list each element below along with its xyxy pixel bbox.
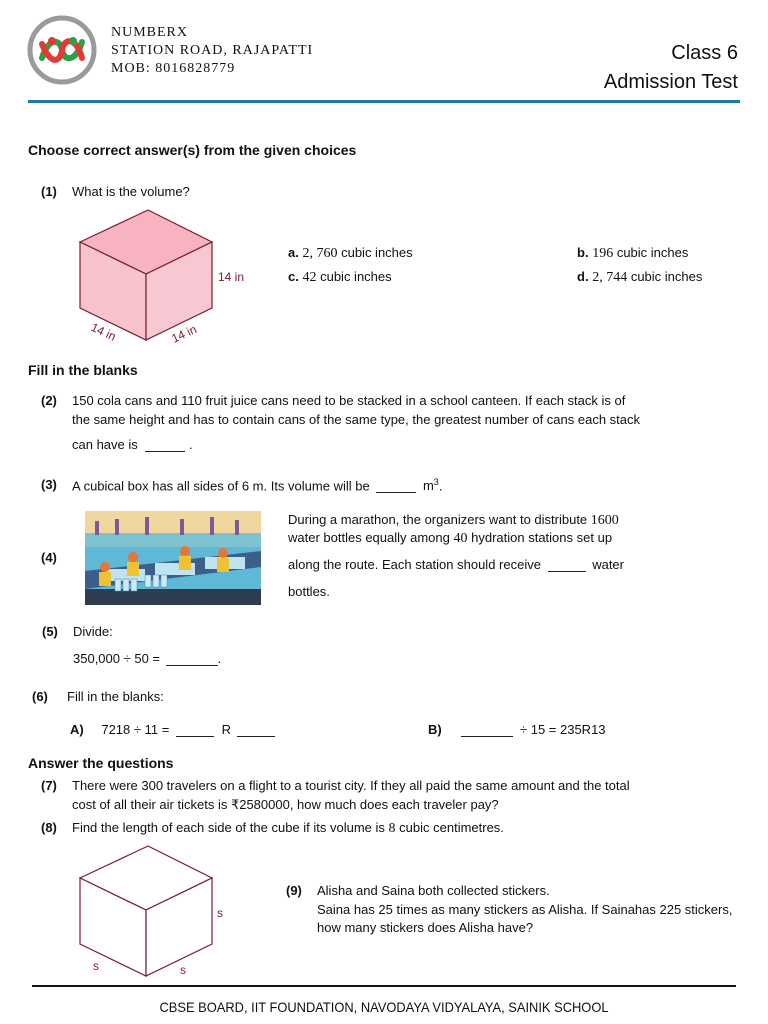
question-number: (1) [41, 184, 57, 199]
division-expression: 350,000 ÷ 50 = [73, 651, 161, 666]
section-title-mcq: Choose correct answer(s) from the given choices [28, 142, 357, 158]
question-text-with-blank [73, 651, 221, 666]
cube-diagram-s [70, 842, 260, 984]
cube-edge-label-left: 14 in [88, 320, 119, 344]
header-divider [28, 100, 740, 103]
unit: m [422, 478, 434, 494]
question-label: Fill in the blanks: [67, 689, 164, 704]
question-number: (2) [41, 393, 57, 408]
option-unit: cubic inches [616, 245, 689, 260]
number-value: 8 [388, 821, 396, 836]
question-text-with-blank [72, 477, 442, 493]
remainder-blank[interactable] [237, 722, 275, 737]
cube-edge-label-front: s [180, 963, 186, 977]
part-label: A) [70, 722, 84, 737]
question-text: water [592, 557, 624, 572]
question-text [288, 530, 612, 547]
footer-text: CBSE BOARD, IIT FOUNDATION, NAVODAYA VIDYALAYA, SAINIK SCHOOL [159, 999, 609, 1015]
question-number: (7) [41, 778, 57, 793]
q6-part-b [428, 722, 606, 737]
unit-exponent: 3 [433, 477, 439, 487]
answer-blank[interactable] [376, 478, 416, 493]
cube-diagram-14in [70, 205, 260, 355]
option-value: 2, 760 [302, 246, 338, 261]
cube-edge-label-right: s [217, 906, 223, 920]
question-text: bottles. [288, 584, 330, 599]
number-value: 40 [453, 531, 468, 546]
question-number: (4) [41, 550, 57, 565]
option-value: 196 [592, 246, 614, 261]
question-text: Alisha and Saina both collected stickers. [317, 883, 550, 898]
footer-divider [32, 985, 736, 987]
option-letter: c. [288, 269, 299, 284]
cube-edge-label-left: s [93, 959, 99, 973]
question-text [288, 512, 619, 529]
class-label: Class 6 [671, 42, 738, 64]
question-text: Saina has 25 times as many stickers as Alisha. If Sainahas 225 stickers, [317, 902, 733, 917]
period: . [438, 478, 443, 494]
option-unit: cubic inches [320, 269, 392, 284]
question-text: cost of all their air tickets is ₹2580000, how much does each traveler pay? [72, 797, 499, 812]
question-text [72, 820, 504, 837]
answer-blank[interactable] [548, 557, 586, 572]
question-text: how many stickers does Alisha have? [317, 920, 534, 935]
option-a[interactable] [288, 245, 413, 262]
question-text: During a marathon, the organizers want to distribute [288, 512, 588, 527]
question-text: Find the length of each side of the cube if its volume is [72, 820, 385, 835]
option-c[interactable] [288, 269, 392, 286]
option-letter: d. [577, 269, 589, 284]
question-text: water bottles equally among [288, 530, 450, 545]
part-label: B) [428, 722, 442, 737]
section-title-fill-blanks: Fill in the blanks [28, 362, 138, 378]
question-text: can have is [72, 437, 138, 452]
question-text-with-blank [72, 437, 193, 452]
header [0, 0, 768, 106]
test-label: Admission Test [603, 71, 738, 93]
number-value: 1600 [590, 513, 619, 528]
period: . [217, 651, 222, 666]
org-name: NUMBERX [111, 25, 189, 40]
division-expression: 7218 ÷ 11 = [101, 722, 170, 737]
question-number: (5) [42, 624, 58, 639]
question-text: What is the volume? [72, 184, 190, 199]
option-letter: b. [577, 245, 589, 260]
question-number: (3) [41, 477, 57, 492]
question-text: A cubical box has all sides of 6 m. Its volume will be [72, 478, 370, 494]
option-letter: a. [288, 245, 299, 260]
answer-blank[interactable] [145, 437, 185, 452]
section-title-answer: Answer the questions [28, 755, 174, 771]
org-phone: MOB: 8016828779 [111, 61, 236, 76]
remainder-label: R [221, 722, 231, 737]
option-value: 2, 744 [592, 270, 628, 285]
cube-edge-label-front: 14 in [169, 322, 199, 346]
question-text: There were 300 travelers on a flight to a tourist city. If they all paid the same amount and the total [72, 778, 630, 793]
period: . [189, 437, 193, 452]
division-expression: ÷ 15 = 235R13 [519, 722, 606, 737]
option-d[interactable] [577, 269, 702, 286]
question-text: cubic centimetres. [399, 820, 504, 835]
question-text: hydration stations set up [471, 530, 613, 545]
question-text: 150 cola cans and 110 fruit juice cans need to be stacked in a school canteen. If each stack is of [72, 393, 626, 408]
question-number: (9) [286, 883, 302, 898]
q6-part-a [70, 722, 275, 737]
option-b[interactable] [577, 245, 688, 262]
question-text: along the route. Each station should receive [288, 557, 541, 572]
option-unit: cubic inches [630, 269, 703, 284]
cube-edge-label-right: 14 in [218, 270, 245, 284]
org-address: STATION ROAD, RAJAPATTI [111, 43, 314, 58]
question-number: (8) [41, 820, 57, 835]
numberx-logo [26, 14, 98, 86]
quotient-blank[interactable] [176, 722, 214, 737]
question-number: (6) [32, 689, 48, 704]
option-unit: cubic inches [341, 245, 413, 260]
dividend-blank[interactable] [461, 722, 513, 737]
question-text-with-blank [288, 557, 624, 572]
question-text: the same height and has to contain cans of the same type, the greatest number of cans each stack [72, 412, 641, 427]
marathon-illustration [85, 511, 261, 605]
question-label: Divide: [73, 624, 113, 639]
answer-blank[interactable] [166, 651, 218, 666]
option-value: 42 [302, 270, 317, 285]
